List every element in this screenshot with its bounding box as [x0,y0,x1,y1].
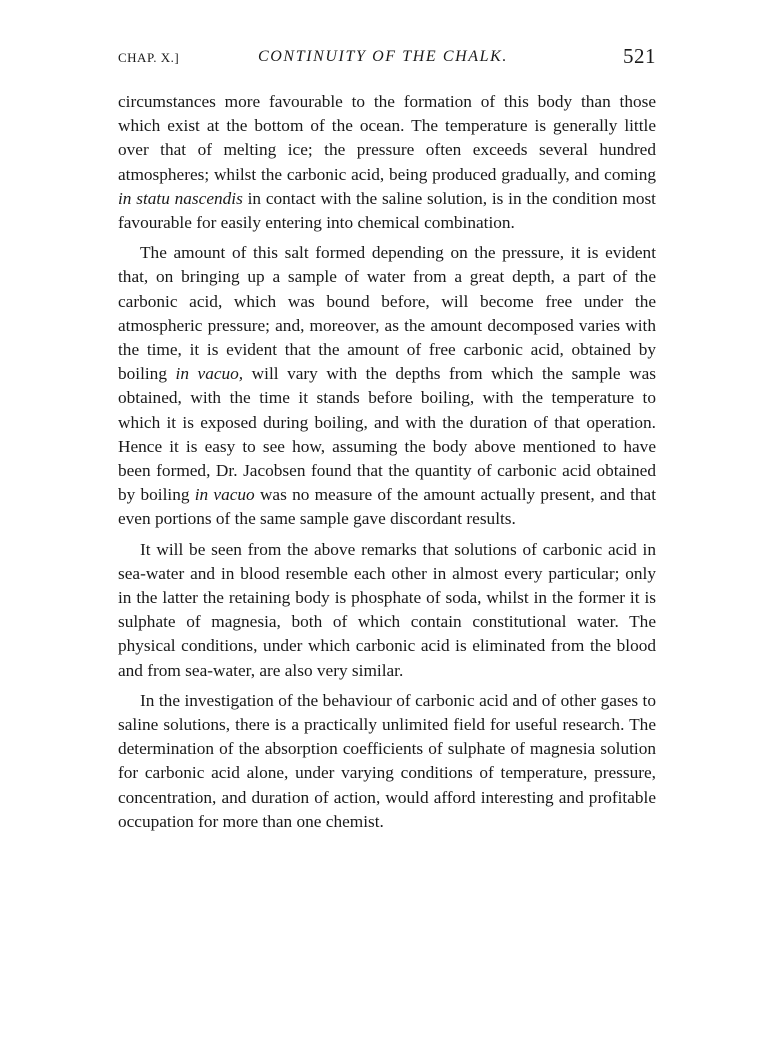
paragraph-2-latin-phrase-2: in vacuo [194,485,255,505]
book-page [118,44,656,834]
paragraph-1-text-b: in contact with the saline solution, is in the condition most favourable for easily entering into chemical combination. [118,188,656,233]
paragraph-1-latin-phrase: in statu nascendis [118,188,243,208]
paragraph-1 [118,90,656,235]
running-head [118,44,656,76]
body-text [118,90,656,834]
running-title: CONTINUITY OF THE CHALK. [258,48,509,65]
paragraph-2-text-c: was no measure of the amount actually present, and that even portions of the same sample gave discordant results. [118,485,657,529]
paragraph-1-text-a: circumstances more favourable to the formation of this body than those which exist at the bottom of the ocean. The temperature is generally little over that of melting ice; the pressure often exceeds several hundred atmospheres; whilst the carbonic acid, being produced gradually, and coming [118,92,656,184]
paragraph-2-latin-phrase-1: in vacuo, [175,364,244,384]
paragraph-2-text-b: will vary with the depths from which the sample was obtained, with the time it stands before boiling, with the temperature to which it is exposed during boiling, and with the duration of that operation. Hence it is easy to see how, assuming the body above mentioned to have been formed, Dr. Jacobsen found that the quantity of carbonic acid obtained by boiling [118,364,656,505]
chapter-reference: CHAP. X.] [118,50,180,65]
paragraph-2-text-a: The amount of this salt formed depending on the pressure, it is evident that, on bringing up a sample of water from a great depth, a part of the carbonic acid, which was bound before, will become free under the atmospheric pressure; and, moreover, as the amount decomposed varies with the time, it is evident that the amount of free carbonic acid, obtained by boiling [118,243,656,384]
paragraph-4: In the investigation of the behaviour of carbonic acid and of other gases to saline solutions, there is a practically unlimited field for useful research. The determination of the absorption coefficients of sulphate of magnesia solution for carbonic acid alone, under varying conditions of temperature, pressure, concentration, and duration of action, would afford interesting and profitable occupation for more than one chemist. [118,690,656,831]
paragraph-3: It will be seen from the above remarks that solutions of carbonic acid in sea-water and in blood resemble each other in almost every particular; only in the latter the retaining body is phosphate of soda, whilst in the former it is sulphate of magnesia, both of which contain constitutional water. The physical conditions, under which carbonic acid is eliminated from the blood and from sea-water, are also very similar. [118,539,656,680]
paragraph-2 [118,241,656,531]
page-number: 521 [623,44,656,68]
